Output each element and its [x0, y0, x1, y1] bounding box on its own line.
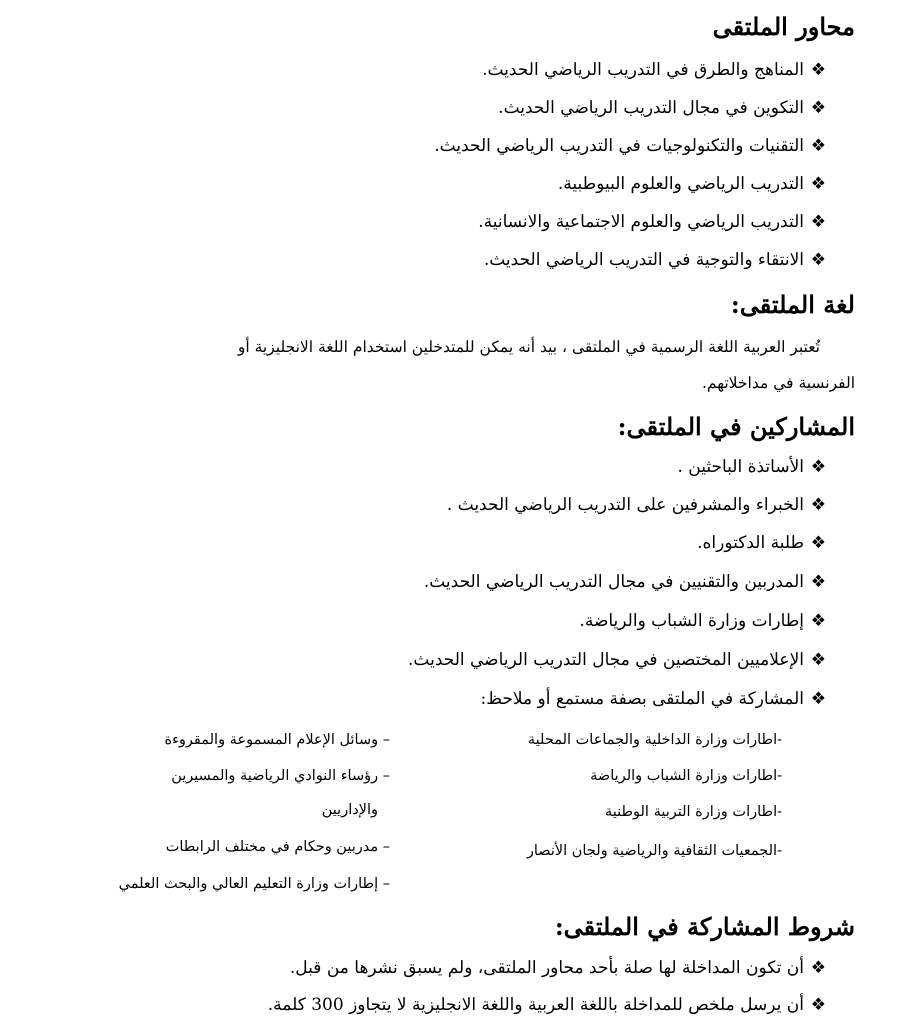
- participants-item: [424, 570, 826, 594]
- participants-item: [697, 531, 826, 555]
- listener-category: – رؤساء النوادي الرياضية والمسيرين: [171, 768, 390, 784]
- participants-item-text: المشاركة في الملتقى بصفة مستمع أو ملاحظ:: [480, 689, 804, 709]
- language-paragraph-line: تُعتبر العربية اللغة الرسمية في الملتقى ، بيد أنه يمكن للمتدخلين استخدام اللغة الانجليزية أو: [237, 338, 820, 356]
- bullet-icon: ❖: [810, 995, 826, 1015]
- listener-category: – وسائل الإعلام المسموعة والمقروءة: [164, 732, 390, 748]
- bullet-icon: ❖: [810, 650, 826, 670]
- axes-item-text: المناهج والطرق في التدريب الرياضي الحديث.: [482, 60, 804, 80]
- axes-item: [482, 58, 826, 82]
- participants-item: [447, 493, 826, 517]
- listener-category: – إطارات وزارة التعليم العالي والبحث العلمي: [118, 876, 390, 892]
- axes-item: [498, 96, 826, 120]
- participants-item: [481, 687, 827, 711]
- axes-item: [478, 210, 826, 234]
- participants-item-text: الخبراء والمشرفين على التدريب الرياضي الحديث .: [446, 495, 804, 515]
- axes-item: [434, 134, 826, 158]
- conditions-item: [290, 956, 826, 980]
- bullet-icon: ❖: [810, 533, 826, 553]
- conditions-heading: شروط المشاركة في الملتقى:: [554, 912, 855, 941]
- listener-category: -اطارات وزارة الشباب والرياضة: [590, 768, 782, 784]
- bullet-icon: ❖: [810, 60, 826, 80]
- listener-category: والإداريين: [321, 802, 378, 818]
- bullet-icon: ❖: [810, 174, 826, 194]
- axes-item-text: الانتقاء والتوجية في التدريب الرياضي الحديث.: [483, 250, 804, 270]
- listener-category: – مدربين وحكام في مختلف الرابطات: [165, 839, 390, 855]
- bullet-icon: ❖: [810, 495, 826, 515]
- participants-item: [408, 648, 826, 672]
- participants-item-text: طلبة الدكتوراه.: [697, 533, 804, 553]
- axes-item: [558, 172, 826, 196]
- conditions-item-text: أن تكون المداخلة لها صلة بأحد محاور الملتقى، ولم يسبق نشرها من قبل.: [289, 958, 804, 978]
- bullet-icon: ❖: [810, 457, 826, 477]
- bullet-icon: ❖: [810, 212, 826, 232]
- axes-item-text: التقنيات والتكنولوجيات في التدريب الرياضي الحديث.: [434, 136, 804, 156]
- participants-item-text: إطارات وزارة الشباب والرياضة.: [579, 611, 804, 631]
- conditions-item-text: أن يرسل ملخص للمداخلة باللغة العربية واللغة الانجليزية لا يتجاوز 300 كلمة.: [267, 995, 804, 1015]
- bullet-icon: ❖: [810, 136, 826, 156]
- conditions-item: [268, 993, 826, 1017]
- listener-category: -اطارات وزارة التربية الوطنية: [604, 804, 782, 820]
- listener-category: -اطارات وزارة الداخلية والجماعات المحلية: [527, 732, 782, 748]
- bullet-icon: ❖: [810, 958, 826, 978]
- bullet-icon: ❖: [810, 250, 826, 270]
- participants-item-text: الإعلاميين المختصين في مجال التدريب الرياضي الحديث.: [407, 650, 804, 670]
- axes-heading: محاور الملتقى: [712, 12, 855, 41]
- bullet-icon: ❖: [810, 611, 826, 631]
- language-paragraph-line: الفرنسية في مداخلاتهم.: [701, 374, 855, 392]
- axes-item: [484, 248, 826, 272]
- bullet-icon: ❖: [810, 98, 826, 118]
- participants-heading: المشاركين في الملتقى:: [617, 412, 855, 441]
- language-heading: لغة الملتقى:: [730, 290, 855, 319]
- participants-item-text: المدربين والتقنيين في مجال التدريب الرياضي الحديث.: [423, 572, 804, 592]
- bullet-icon: ❖: [810, 689, 826, 709]
- participants-item: [677, 455, 826, 479]
- axes-item-text: التدريب الرياضي والعلوم البيوطبية.: [557, 174, 804, 194]
- listener-category: -الجمعيات الثقافية والرياضية ولجان الأنصار: [526, 843, 782, 859]
- axes-item-text: التدريب الرياضي والعلوم الاجتماعية والانسانية.: [478, 212, 804, 232]
- bullet-icon: ❖: [810, 572, 826, 592]
- participants-item: [579, 609, 826, 633]
- participants-item-text: الأساتذة الباحثين .: [677, 457, 804, 477]
- axes-item-text: التكوين في مجال التدريب الرياضي الحديث.: [498, 98, 804, 118]
